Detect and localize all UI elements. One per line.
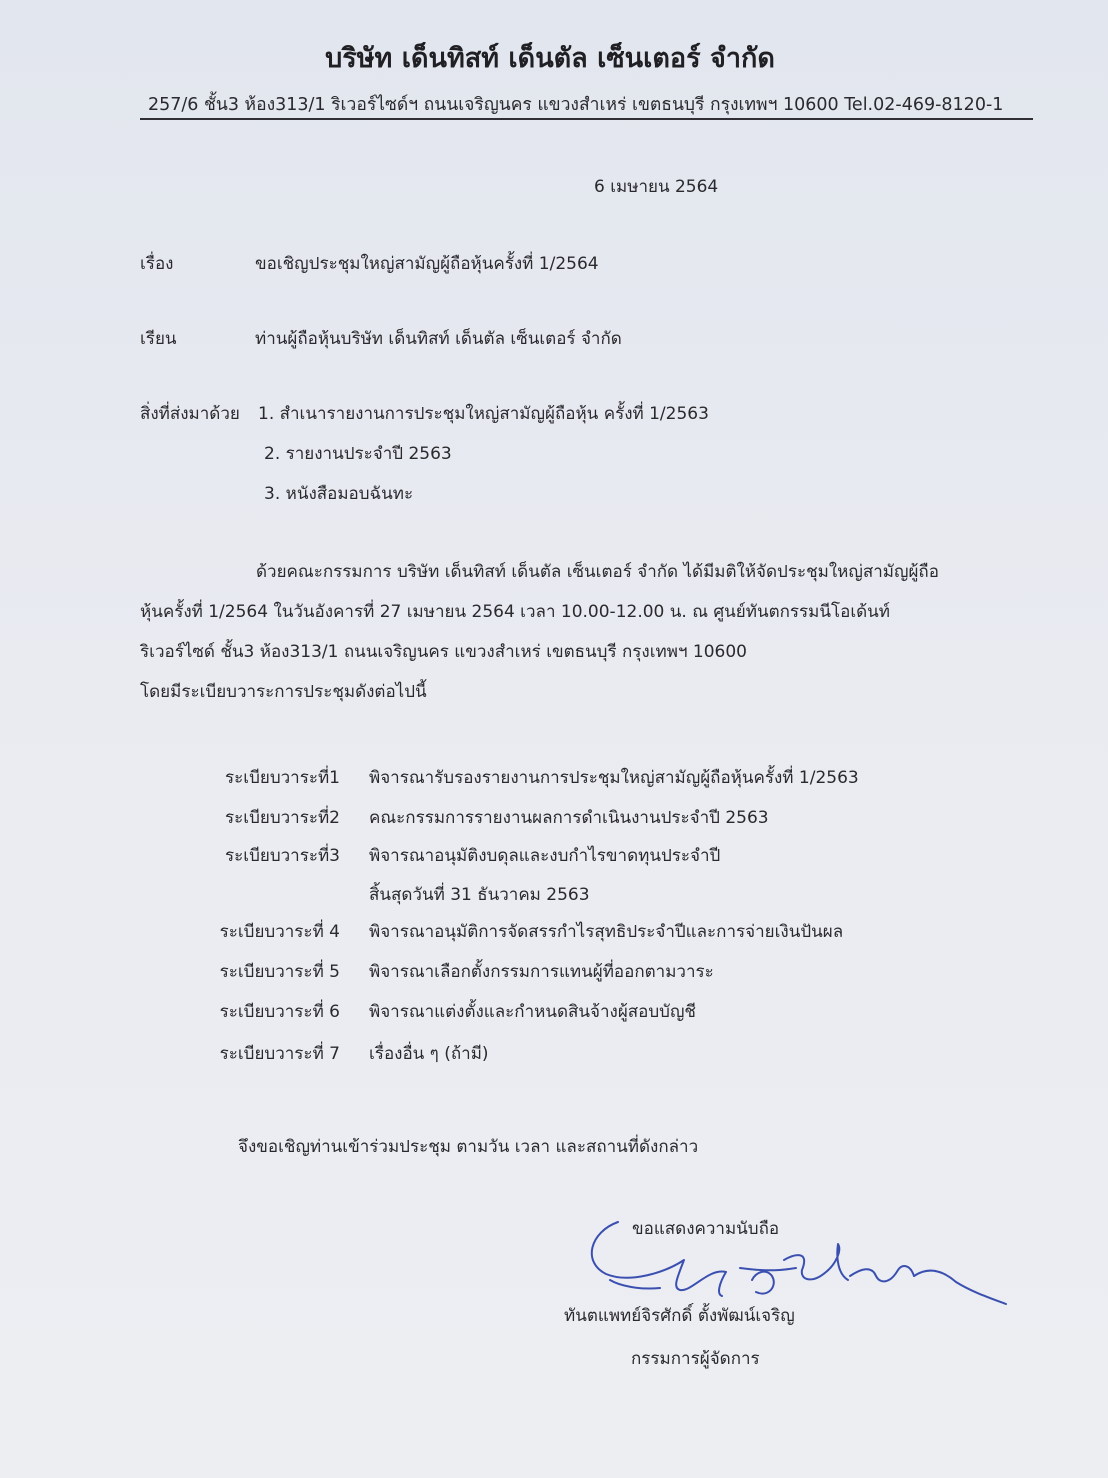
signer-name: ทันตแพทย์จิรศักดิ์ ตั้งพัฒน์เจริญ (564, 1306, 795, 1326)
enclosure-item: 1. สำเนารายงานการประชุมใหญ่สามัญผู้ถือหุ้น ครั้งที่ 1/2563 (258, 404, 709, 424)
letter-date: 6 เมษายน 2564 (594, 177, 719, 197)
agenda-text: พิจารณาอนุมัติงบดุลและงบกำไรขาดทุนประจำปี (369, 846, 721, 866)
agenda-text: พิจารณาแต่งตั้งและกำหนดสินจ้างผู้สอบบัญชี (369, 1002, 696, 1022)
agenda-text: คณะกรรมการรายงานผลการดำเนินงานประจำปี 2563 (369, 808, 769, 828)
subject-text: ขอเชิญประชุมใหญ่สามัญผู้ถือหุ้นครั้งที่ 1/2564 (255, 254, 599, 274)
signature-strokes (592, 1222, 1006, 1304)
agenda-label: ระเบียบวาระที่ 7 (219, 1044, 340, 1064)
subject-label: เรื่อง (140, 254, 174, 274)
respect-phrase: ขอแสดงความนับถือ (632, 1219, 780, 1239)
recipient-text: ท่านผู้ถือหุ้นบริษัท เด็นทิสท์ เด็นตัล เซ็นเตอร์ จำกัด (255, 329, 622, 349)
closing-sentence: จึงขอเชิญท่านเข้าร่วมประชุม ตามวัน เวลา และสถานที่ดังกล่าว (238, 1137, 699, 1157)
body-paragraph-line: ด้วยคณะกรรมการ บริษัท เด็นทิสท์ เด็นตัล เซ็นเตอร์ จำกัด ได้มีมติให้จัดประชุมใหญ่สามัญผู้ถือ (256, 562, 939, 582)
recipient-label: เรียน (140, 329, 177, 349)
agenda-label: ระเบียบวาระที่ 5 (219, 962, 340, 982)
body-paragraph-line: ริเวอร์ไซด์ ชั้น3 ห้อง313/1 ถนนเจริญนคร แขวงสำเหร่ เขตธนบุรี กรุงเทพฯ 10600 (140, 642, 747, 662)
header-divider (140, 118, 1033, 120)
agenda-label: ระเบียบวาระที่3 (225, 846, 340, 866)
agenda-text-continued: สิ้นสุดวันที่ 31 ธันวาคม 2563 (369, 885, 590, 905)
agenda-text: พิจารณาอนุมัติการจัดสรรกำไรสุทธิประจำปีและการจ่ายเงินปันผล (369, 922, 844, 942)
body-paragraph-line: หุ้นครั้งที่ 1/2564 ในวันอังคารที่ 27 เมษายน 2564 เวลา 10.00-12.00 น. ณ ศูนย์ทันตกรรมนีโอเด้นท์ (140, 602, 891, 622)
agenda-text: พิจารณาเลือกตั้งกรรมการแทนผู้ที่ออกตามวาระ (369, 962, 714, 982)
agenda-label: ระเบียบวาระที่ 6 (219, 1002, 340, 1022)
enclosures-label: สิ่งที่ส่งมาด้วย (140, 404, 240, 424)
enclosure-item: 2. รายงานประจำปี 2563 (264, 444, 452, 464)
agenda-text: พิจารณารับรองรายงานการประชุมใหญ่สามัญผู้ถือหุ้นครั้งที่ 1/2563 (369, 768, 859, 788)
agenda-label: ระเบียบวาระที่ 4 (219, 922, 340, 942)
body-paragraph-line: โดยมีระเบียบวาระการประชุมดังต่อไปนี้ (140, 682, 427, 702)
enclosure-item: 3. หนังสือมอบฉันทะ (264, 484, 414, 504)
company-address: 257/6 ชั้น3 ห้อง313/1 ริเวอร์ไซด์ฯ ถนนเจริญนคร แขวงสำเหร่ เขตธนบุรี กรุงเทพฯ 10600 Tel.02-469-8120-1 (148, 95, 1004, 115)
agenda-label: ระเบียบวาระที่1 (225, 768, 340, 788)
agenda-text: เรื่องอื่น ๆ (ถ้ามี) (369, 1044, 489, 1064)
signer-title: กรรมการผู้จัดการ (631, 1349, 760, 1369)
agenda-label: ระเบียบวาระที่2 (225, 808, 340, 828)
company-name: บริษัท เด็นทิสท์ เด็นตัล เซ็นเตอร์ จำกัด (325, 43, 775, 74)
